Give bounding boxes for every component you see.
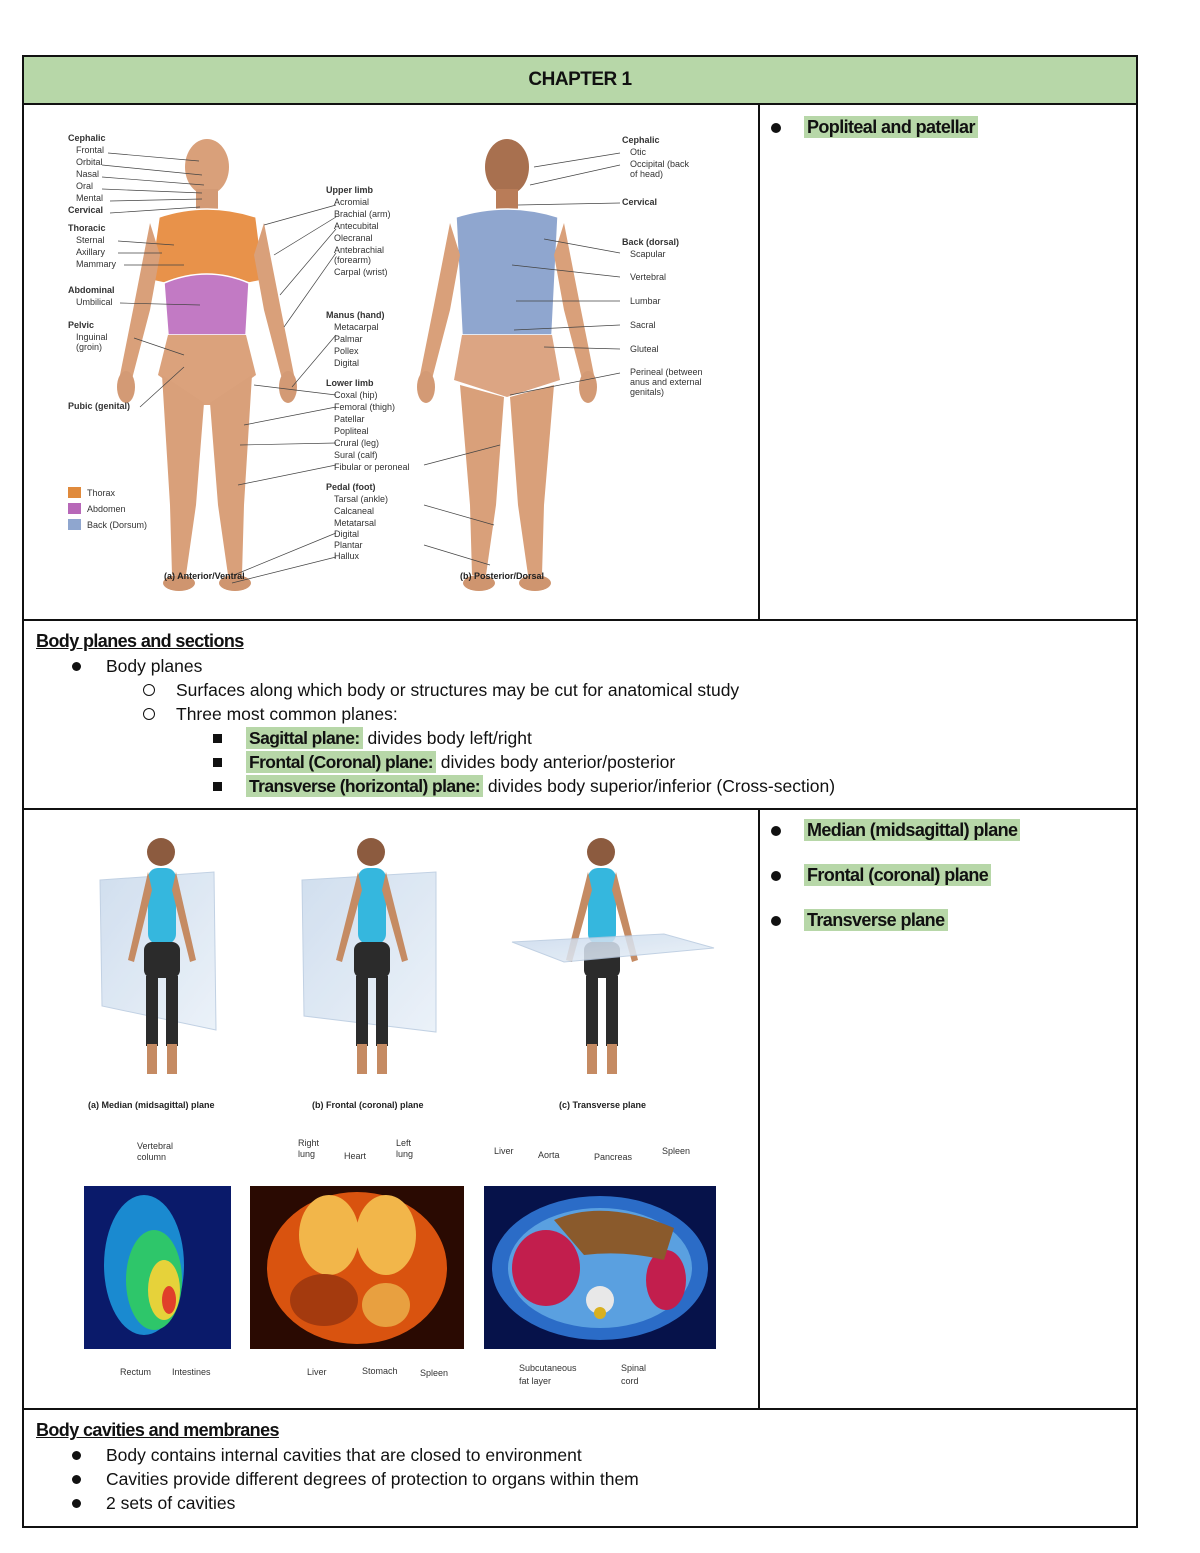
region-label: Axillary — [76, 247, 106, 257]
cavities-row — [24, 1410, 1136, 1526]
regions-figure-cell — [24, 105, 760, 619]
scan-label: Aorta — [538, 1150, 560, 1160]
region-label: Pelvic — [68, 320, 95, 330]
planes-text-row — [24, 621, 1136, 810]
region-label: Cervical — [622, 197, 658, 207]
highlighted-term: Frontal (Coronal) plane: — [246, 751, 436, 773]
term-description: divides body anterior/posterior — [435, 752, 676, 772]
list-item — [176, 750, 1124, 774]
chapter-title: CHAPTER 1 — [24, 57, 1136, 105]
scan-label: Vertebral — [137, 1141, 174, 1151]
scan-label: Spinal — [621, 1363, 647, 1373]
body-regions-figure — [24, 105, 758, 617]
region-label: Nasal — [76, 169, 100, 179]
coronal-mri-scan — [250, 1138, 464, 1378]
scan-label: fat layer — [519, 1376, 552, 1386]
scan-label: Stomach — [362, 1366, 398, 1376]
woman-transverse-plane — [512, 838, 714, 1074]
list-item-text: Cavities provide different degrees of protection to organs within them — [106, 1469, 639, 1489]
list-item — [804, 117, 1136, 138]
region-label: Manus (hand) — [326, 310, 385, 320]
region-label: Cephalic — [622, 135, 660, 145]
caption-median: (a) Median (midsagittal) plane — [88, 1100, 215, 1110]
scan-label: Rectum — [120, 1367, 152, 1377]
region-label: of head) — [630, 169, 664, 179]
region-label: Hallux — [334, 551, 360, 561]
region-label: (forearm) — [334, 255, 372, 265]
region-label: Fibular or peroneal — [334, 462, 410, 472]
region-label: Olecranal — [334, 233, 373, 243]
list-item — [804, 910, 1136, 931]
region-label: Antecubital — [334, 221, 379, 231]
region-label: Lower limb — [326, 378, 374, 388]
region-label: Antebrachial — [334, 245, 385, 255]
region-label: Pollex — [334, 346, 359, 356]
highlighted-term: Transverse (horizontal) plane: — [246, 775, 483, 797]
region-label: Crural (leg) — [334, 438, 380, 448]
legend-label: Back (Dorsum) — [87, 520, 148, 530]
highlighted-term: Popliteal and patellar — [804, 116, 978, 138]
highlighted-term: Median (midsagittal) plane — [804, 819, 1020, 841]
scan-label: lung — [396, 1149, 414, 1159]
region-label: Occipital (back — [630, 159, 690, 169]
list-item — [176, 726, 1124, 750]
list-item-text: Three most common planes: — [176, 704, 398, 724]
notes-table — [22, 55, 1138, 1528]
region-label: Popliteal — [334, 426, 369, 436]
list-item-text: Surfaces along which body or structures may be cut for anatomical study — [176, 680, 740, 700]
left-region-labels — [68, 133, 130, 411]
scan-label: Right — [298, 1138, 320, 1148]
region-label: Pedal (foot) — [326, 482, 376, 492]
region-label: (groin) — [76, 342, 103, 352]
region-label: Mental — [76, 193, 104, 203]
scan-label: cord — [621, 1376, 639, 1386]
region-label: Mammary — [76, 259, 116, 269]
region-label: Acromial — [334, 197, 370, 207]
list-item — [36, 1491, 1124, 1515]
right-region-labels — [622, 135, 703, 397]
woman-median-plane — [100, 838, 216, 1074]
region-label: Cephalic — [68, 133, 106, 143]
region-label: Metacarpal — [334, 322, 379, 332]
region-label: Sternal — [76, 235, 105, 245]
regions-notes-cell — [760, 105, 1136, 619]
list-item — [804, 865, 1136, 886]
scan-label: Left — [396, 1138, 412, 1148]
middle-region-labels — [326, 185, 410, 561]
woman-frontal-plane — [302, 838, 436, 1074]
region-label: Brachial (arm) — [334, 209, 391, 219]
scan-label: Liver — [494, 1146, 514, 1156]
highlighted-term: Transverse plane — [804, 909, 948, 931]
scan-label: Spleen — [662, 1146, 691, 1156]
region-label: Digital — [334, 529, 360, 539]
regions-row — [24, 105, 1136, 621]
term-description: divides body left/right — [362, 728, 532, 748]
legend-swatch-abdomen — [68, 503, 81, 514]
caption-posterior: (b) Posterior/Dorsal — [460, 571, 545, 581]
list-item — [106, 678, 1124, 702]
figure-captions — [164, 571, 544, 581]
caption-anterior: (a) Anterior/Ventral — [164, 571, 245, 581]
region-label: Scapular — [630, 249, 666, 259]
region-label: Pubic (genital) — [68, 401, 131, 411]
region-label: Carpal (wrist) — [334, 267, 388, 277]
highlighted-term: Sagittal plane: — [246, 727, 363, 749]
planes-notes-list — [760, 810, 1136, 931]
region-label: genitals) — [630, 387, 665, 397]
list-item-text: Body planes — [106, 656, 203, 676]
list-item — [36, 1467, 1124, 1491]
region-label: Otic — [630, 147, 647, 157]
body-planes-figure — [24, 810, 758, 1406]
sagittal-mri-scan — [84, 1141, 231, 1377]
region-label: Umbilical — [76, 297, 113, 307]
region-label: Gluteal — [630, 344, 659, 354]
scan-label: Liver — [307, 1367, 327, 1377]
region-label: Palmar — [334, 334, 363, 344]
list-item-text: 2 sets of cavities — [106, 1493, 236, 1513]
region-label: Vertebral — [630, 272, 667, 282]
region-label: Frontal — [76, 145, 105, 155]
region-label: Patellar — [334, 414, 365, 424]
region-label: Upper limb — [326, 185, 374, 195]
planes-figure-row — [24, 810, 1136, 1410]
transverse-ct-scan — [484, 1146, 716, 1386]
region-label: Metatarsal — [334, 518, 377, 528]
region-label: Oral — [76, 181, 94, 191]
section-title-cavities: Body cavities and membranes — [36, 1420, 279, 1440]
planes-figure-cell — [24, 810, 760, 1408]
legend-swatch-thorax — [68, 487, 81, 498]
planes-notes-cell — [760, 810, 1136, 1408]
term-description: divides body superior/inferior (Cross-section) — [482, 776, 836, 796]
region-legend — [68, 487, 147, 530]
region-label: Digital — [334, 358, 360, 368]
region-label: Plantar — [334, 540, 363, 550]
list-item — [36, 1443, 1124, 1467]
planes-sublist — [106, 678, 1124, 726]
list-item — [804, 820, 1136, 841]
scan-label: lung — [298, 1149, 316, 1159]
region-label: Femoral (thigh) — [334, 402, 396, 412]
region-label: Cervical — [68, 205, 104, 215]
region-label: Perineal (between — [630, 367, 703, 377]
caption-frontal: (b) Frontal (coronal) plane — [312, 1100, 424, 1110]
planes-list — [36, 654, 1124, 678]
region-label: Back (dorsal) — [622, 237, 680, 247]
posterior-body-illustration — [417, 139, 597, 591]
list-item — [106, 702, 1124, 726]
scan-label: Intestines — [172, 1367, 211, 1377]
region-label: Sacral — [630, 320, 656, 330]
region-label: Sural (calf) — [334, 450, 378, 460]
list-item — [36, 654, 1124, 678]
cavities-text-cell — [24, 1410, 1136, 1526]
region-label: Inguinal — [76, 332, 108, 342]
legend-label: Thorax — [87, 488, 116, 498]
list-item — [176, 774, 1124, 798]
region-label: Coxal (hip) — [334, 390, 378, 400]
legend-swatch-back — [68, 519, 81, 530]
region-label: Abdominal — [68, 285, 115, 295]
region-label: Orbital — [76, 157, 103, 167]
section-title-planes: Body planes and sections — [36, 631, 244, 651]
legend-label: Abdomen — [87, 504, 126, 514]
cavities-list — [36, 1443, 1124, 1515]
scan-label: Subcutaneous — [519, 1363, 577, 1373]
scan-label: Heart — [344, 1151, 367, 1161]
planes-text-cell — [24, 621, 1136, 808]
list-item-text: Body contains internal cavities that are closed to environment — [106, 1445, 582, 1465]
caption-transverse: (c) Transverse plane — [559, 1100, 647, 1110]
region-label: Lumbar — [630, 296, 661, 306]
region-label: anus and external — [630, 377, 702, 387]
regions-notes-list — [760, 105, 1136, 138]
highlighted-term: Frontal (coronal) plane — [804, 864, 991, 886]
scan-label: Pancreas — [594, 1152, 633, 1162]
scan-label: column — [137, 1152, 167, 1162]
region-label: Thoracic — [68, 223, 106, 233]
region-label: Tarsal (ankle) — [334, 494, 389, 504]
region-label: Calcaneal — [334, 506, 375, 516]
planes-types-list — [176, 726, 1124, 798]
scan-label: Spleen — [420, 1368, 449, 1378]
planes-captions — [88, 1100, 646, 1110]
